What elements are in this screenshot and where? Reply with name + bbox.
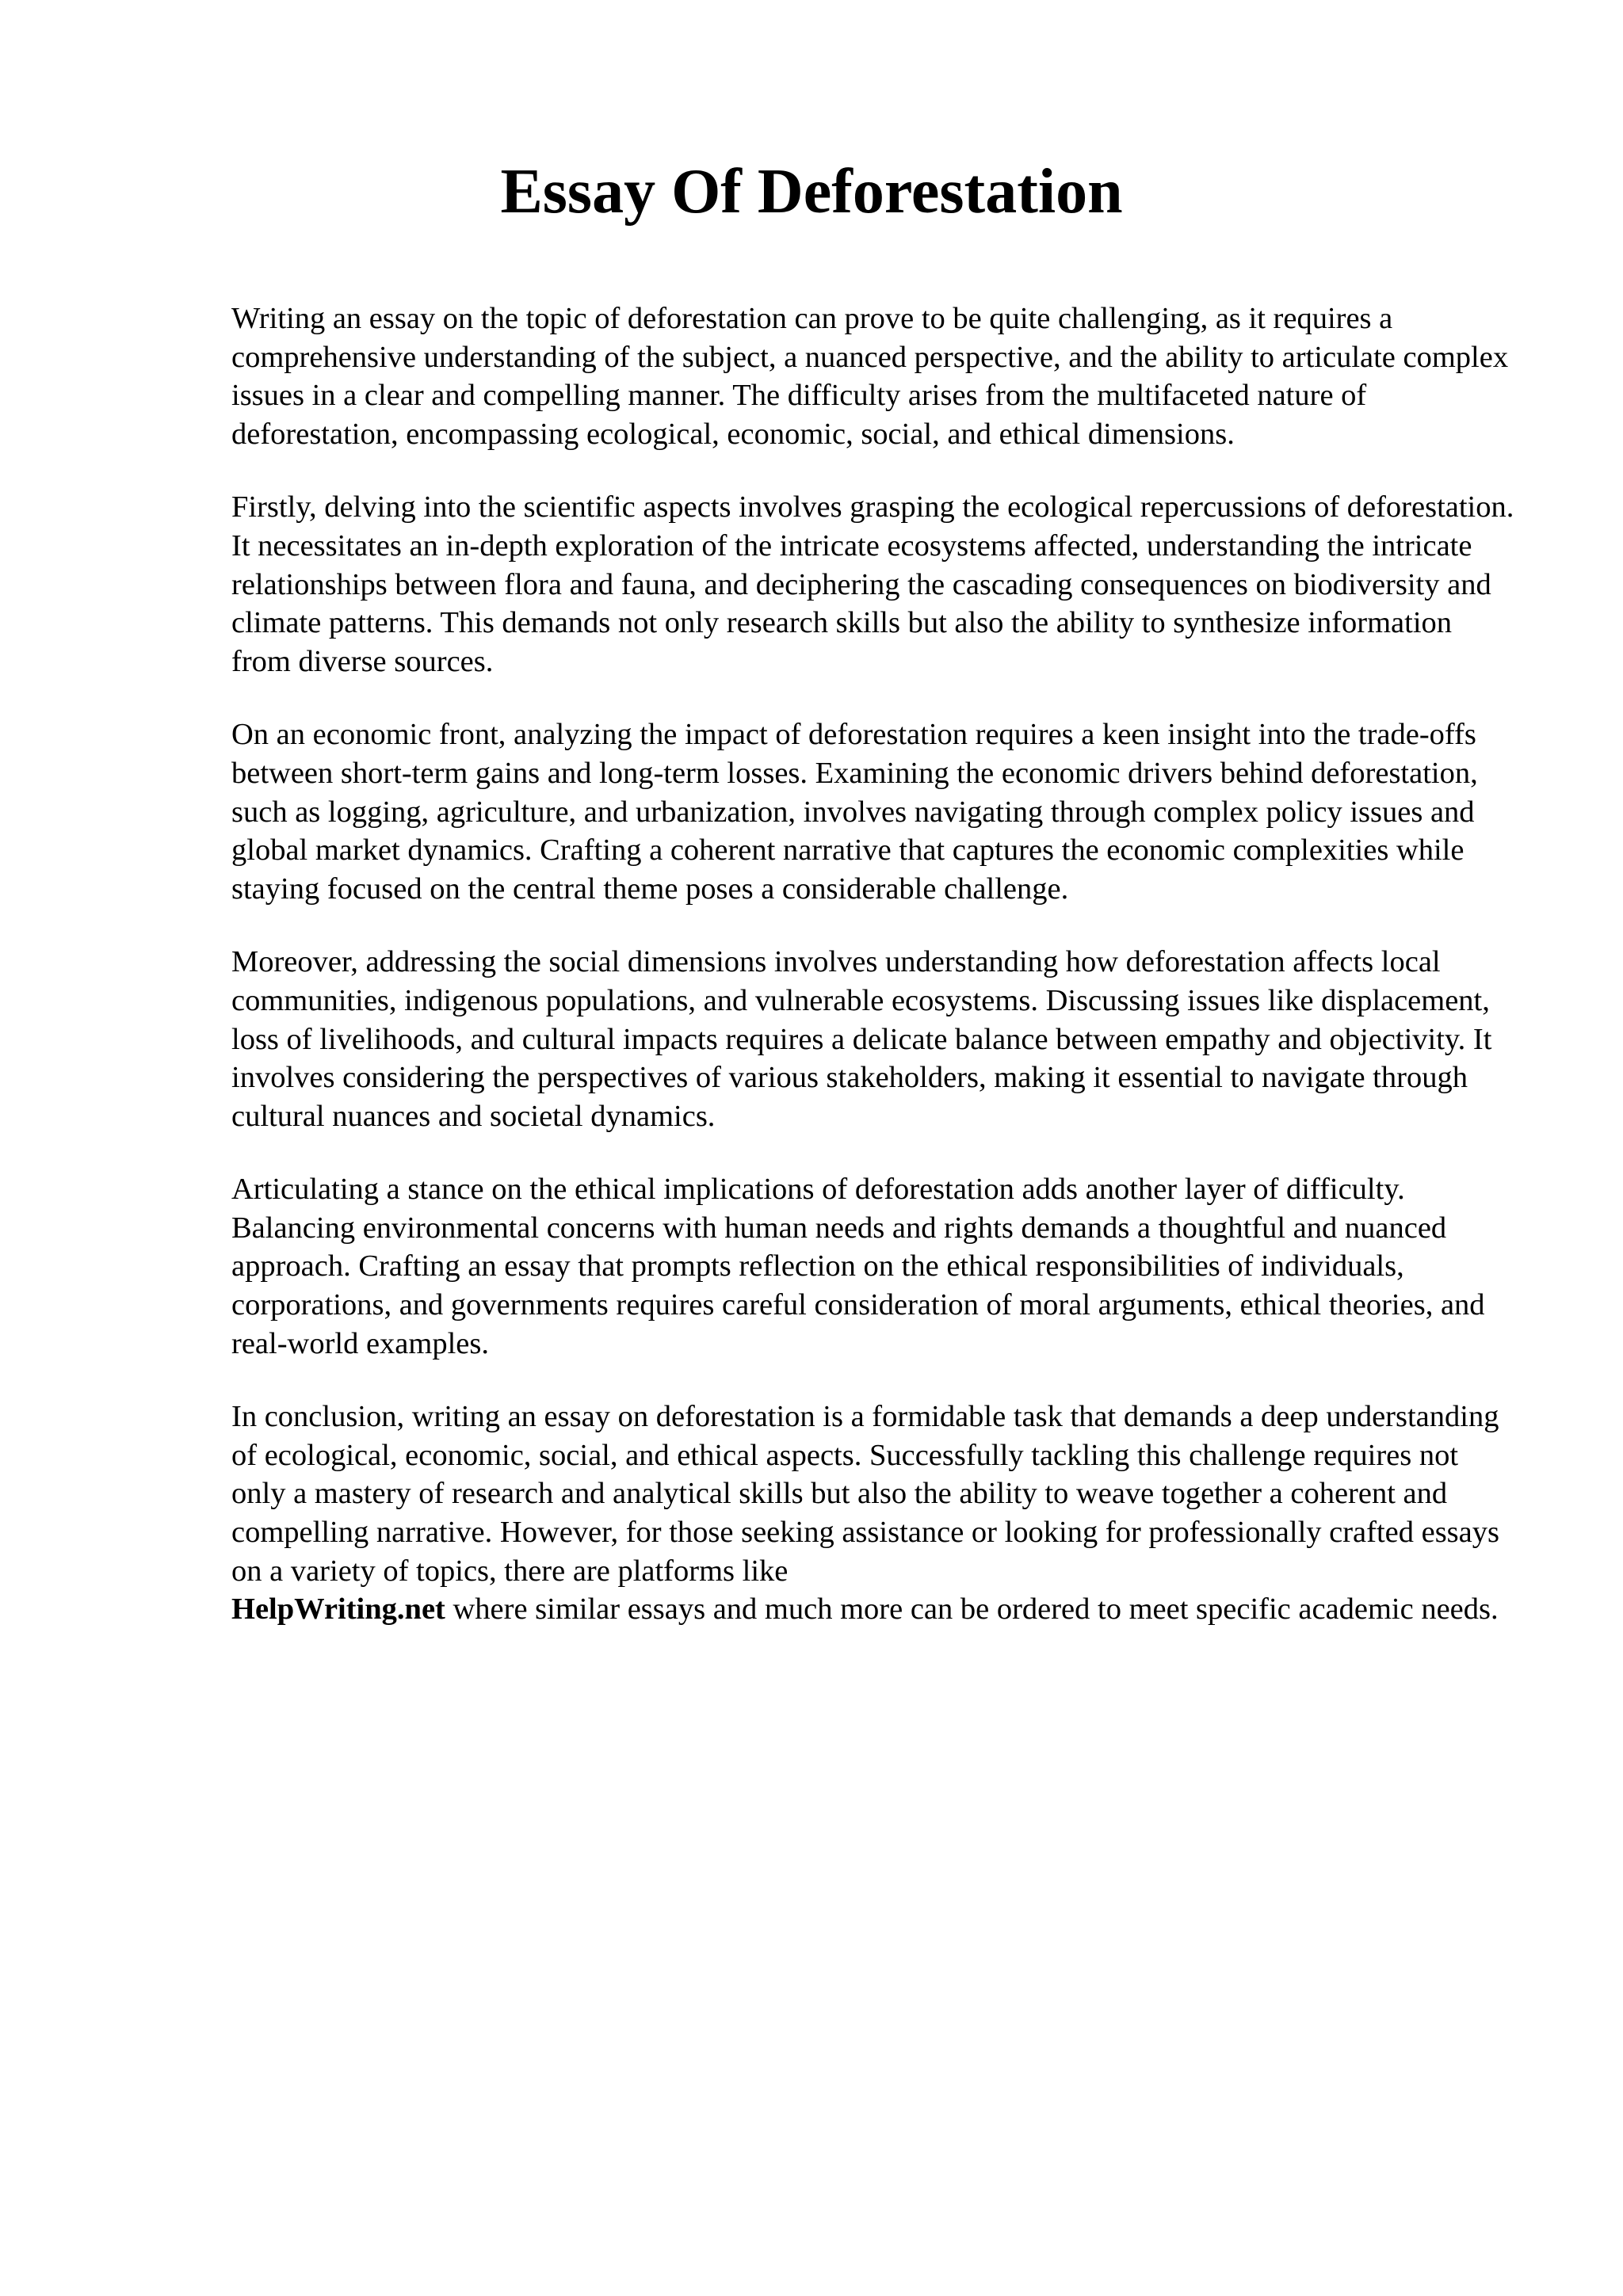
paragraph-conclusion [231, 1398, 1515, 1629]
document-title: Essay Of Deforestation [500, 157, 1123, 227]
paragraph-ecological: Firstly, delving into the scientific aspects involves grasping the ecological repercussions of deforestation. It necessitates an in-depth exploration of the intricate ecosystems affected, understanding the intricate relationships between flora and fauna, and deciphering the cascading consequences on biodiversity and climate patterns. This demands not only research skills but also the ability to synthesize information from diverse sources. [231, 490, 1514, 678]
conclusion-text-end: where similar essays and much more can be ordered to meet specific academic needs. [453, 1592, 1499, 1627]
paragraph-economic: On an economic front, analyzing the impact of deforestation requires a keen insight into the trade-offs between short-term gains and long-term losses. Examining the economic drivers behind deforestation, such as logging, agriculture, and urbanization, involves navigating through complex policy issues and global market dynamics. Crafting a coherent narrative that captures the economic complexities while staying focused on the central theme poses a considerable challenge. [231, 718, 1478, 906]
paragraph-intro: Writing an essay on the topic of deforestation can prove to be quite challenging, as it requires a comprehensive understanding of the subject, a nuanced perspective, and the ability to articulate complex issues in a clear and compelling manner. The difficulty arises from the multifaceted nature of deforestation, encompassing ecological, economic, social, and ethical dimensions. [231, 302, 1509, 451]
paragraph-ethical: Articulating a stance on the ethical implications of deforestation adds another layer of difficulty. Balancing environmental concerns with human needs and rights demands a thoughtful and nuanced approach. Crafting an essay that prompts reflection on the ethical responsibilities of individuals, corporations, and governments requires careful consideration of moral arguments, ethical theories, and real-world examples. [231, 1173, 1485, 1360]
helpwriting-link[interactable]: HelpWriting.net [231, 1592, 445, 1627]
essay-body [231, 299, 1515, 1664]
conclusion-text: In conclusion, writing an essay on deforestation is a formidable task that demands a deep understanding of ecological, economic, social, and ethical aspects. Successfully tackling this challenge requires not only a mastery of research and analytical skills but also the ability to weave together a coherent and compelling narrative. However, for those seeking assistance or looking for professionally crafted essays on a variety of topics, there are platforms like [231, 1400, 1499, 1588]
paragraph-social: Moreover, addressing the social dimensions involves understanding how deforestation affects local communities, indigenous populations, and vulnerable ecosystems. Discussing issues like displacement, loss of livelihoods, and cultural impacts requires a delicate balance between empathy and objectivity. It involves considering the perspectives of various stakeholders, making it essential to navigate through cultural nuances and societal dynamics. [231, 945, 1492, 1133]
